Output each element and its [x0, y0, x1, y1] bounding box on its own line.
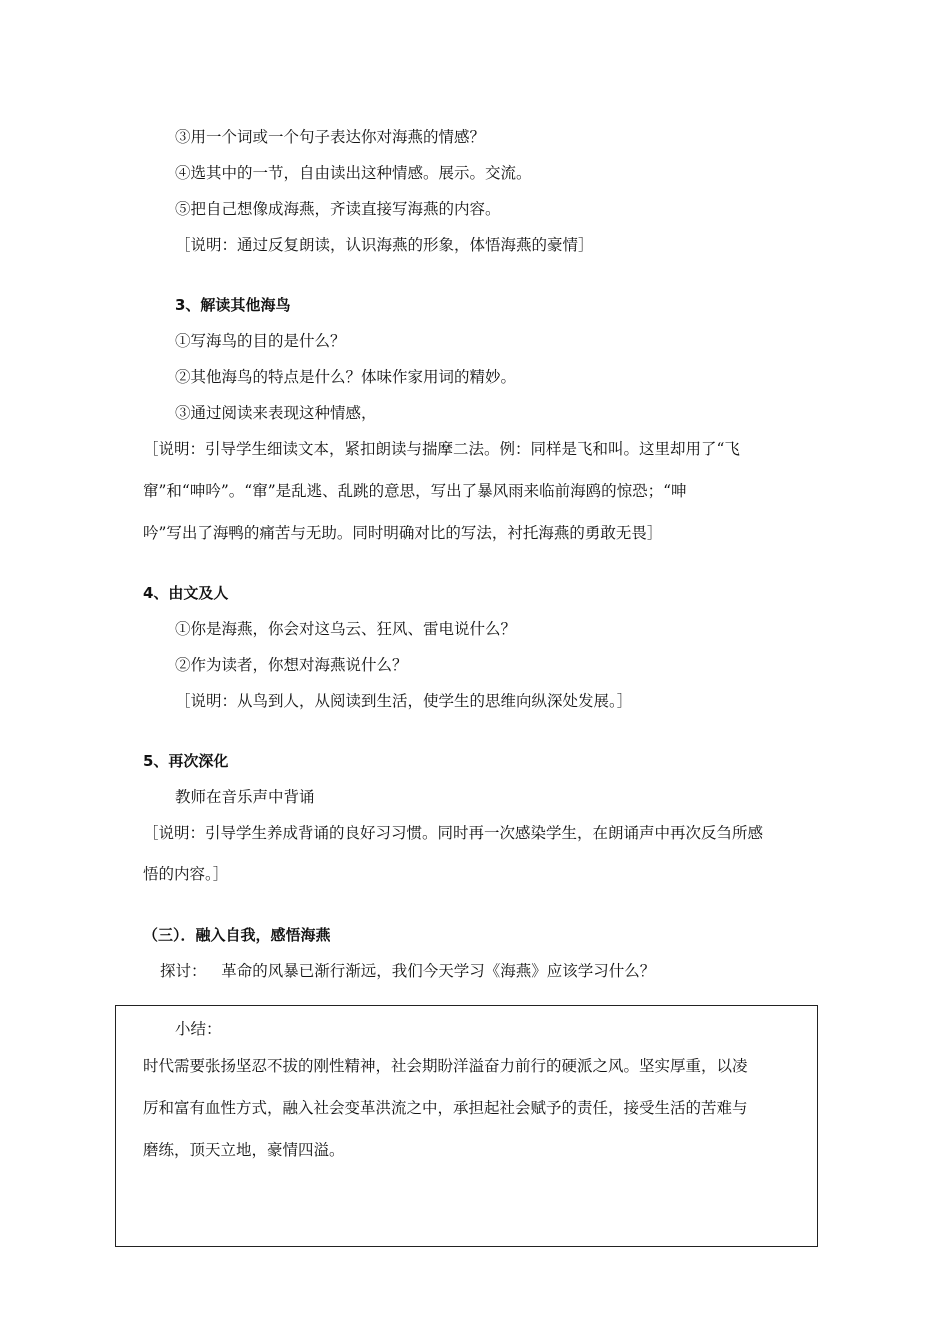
summary-line-3: 磨练，顶天立地，豪情四溢。 — [143, 1141, 345, 1159]
note-2: ［说明：通过反复朗读，认识海燕的形象，体悟海燕的豪情］ — [175, 236, 594, 254]
discussion-question: 探讨： 革命的风暴已渐行渐远，我们今天学习《海燕》应该学习什么？ — [160, 962, 656, 980]
summary-line-1: 时代需要张扬坚忍不拔的刚性精神，社会期盼洋溢奋力前行的硬派之风。坚实厚重，以凌 — [143, 1057, 748, 1075]
heading-4: 4、由文及人 — [143, 584, 229, 602]
note-5-line-1: ［说明：引导学生养成背诵的良好习习惯。同时再一次感染学生，在朗诵声中再次反刍所感 — [143, 824, 764, 842]
summary-label: 小结： — [175, 1020, 222, 1038]
item-3-1: ①写海鸟的目的是什么？ — [175, 332, 346, 350]
part-3-heading: （三）．融入自我，感悟海燕 — [143, 926, 331, 944]
note-3-line-2: 窜”和“呻吟”。“窜”是乱逃、乱跳的意思，写出了暴风雨来临前海鸥的惊恐；“呻 — [143, 482, 687, 500]
item-4-1: ①你是海燕，你会对这乌云、狂风、雷电说什么？ — [175, 620, 517, 638]
item-3-2: ②其他海鸟的特点是什么？体味作家用词的精妙。 — [175, 368, 517, 386]
item-2-5: ⑤把自己想像成海燕，齐读直接写海燕的内容。 — [175, 200, 501, 218]
note-4: ［说明：从鸟到人，从阅读到生活，使学生的思维向纵深处发展。］ — [175, 692, 633, 710]
item-2-4: ④选其中的一节，自由读出这种情感。展示。交流。 — [175, 164, 532, 182]
summary-box — [115, 1005, 818, 1247]
item-3-3: ③通过阅读来表现这种情感， — [175, 404, 377, 422]
heading-3: 3、解读其他海鸟 — [175, 296, 291, 314]
note-5-line-2: 悟的内容。］ — [143, 865, 229, 883]
summary-line-2: 厉和富有血性方式，融入社会变革洪流之中，承担起社会赋予的责任，接受生活的苦难与 — [143, 1099, 748, 1117]
item-2-3: ③用一个词或一个句子表达你对海燕的情感？ — [175, 128, 486, 146]
note-3-line-3: 吟”写出了海鸭的痛苦与无助。同时明确对比的写法，衬托海燕的勇敢无畏］ — [143, 524, 663, 542]
text-5: 教师在音乐声中背诵 — [175, 788, 315, 806]
note-3-line-1: ［说明：引导学生细读文本，紧扣朗读与揣摩二法。例：同样是飞和叫。这里却用了“飞 — [143, 440, 740, 458]
item-4-2: ②作为读者，你想对海燕说什么？ — [175, 656, 408, 674]
heading-5: 5、再次深化 — [143, 752, 229, 770]
